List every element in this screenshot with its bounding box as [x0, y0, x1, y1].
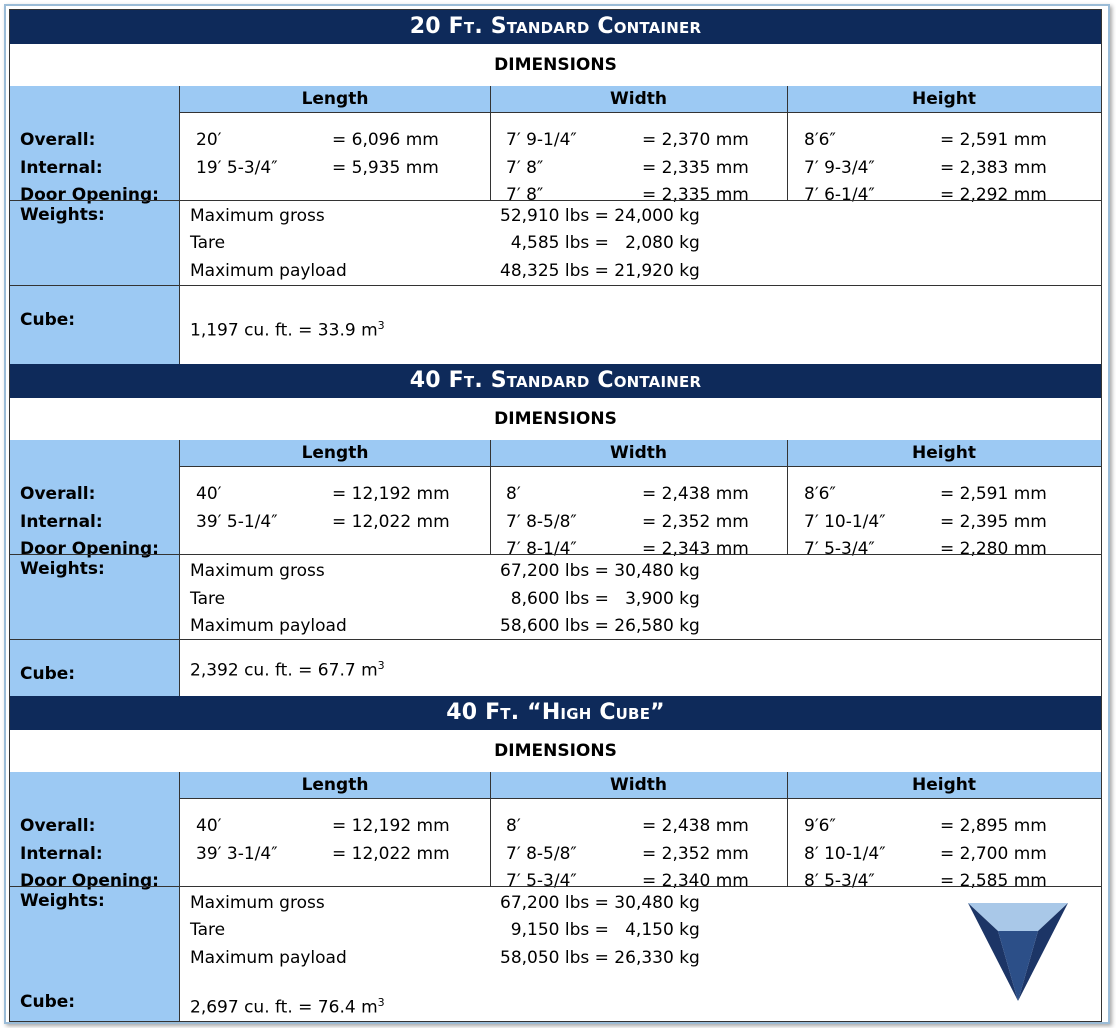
column-header-width: Width	[490, 86, 788, 113]
height-metric: = 2,591 mm	[940, 130, 1047, 150]
height-metric: = 2,895 mm	[940, 816, 1047, 836]
weight-name: Maximum payload	[190, 261, 347, 281]
width-metric: = 2,352 mm	[642, 844, 749, 864]
cube-value: 2,697 cu. ft. = 76.4 $m^3$	[190, 996, 385, 1018]
cube-exponent: 3	[377, 996, 385, 1009]
weight-value: 58,050 lbs = 26,330 kg	[500, 948, 700, 968]
height-imperial: 8′ 5-3/4″	[804, 871, 875, 891]
column-header-height: Height	[787, 772, 1102, 799]
column-divider	[490, 440, 491, 554]
column-header-length: Length	[180, 440, 491, 467]
column-divider	[490, 86, 491, 200]
section-title	[10, 696, 1101, 730]
column-header-height: Height	[787, 440, 1102, 467]
row-label: Overall:	[20, 484, 96, 504]
column-divider	[787, 440, 788, 554]
weight-name: Maximum payload	[190, 948, 347, 968]
height-imperial: 7′ 9-3/4″	[804, 158, 875, 178]
cube-divider	[10, 285, 1101, 286]
column-header-length: Length	[180, 86, 491, 113]
cube-value: 2,392 cu. ft. = 67.7 $m^3$	[190, 659, 385, 681]
weight-name: Tare	[190, 589, 226, 609]
width-imperial: 8′	[506, 816, 521, 836]
height-imperial: 7′ 5-3/4″	[804, 539, 875, 559]
length-metric: = 12,192 mm	[332, 816, 450, 836]
row-label: Door Opening:	[20, 871, 159, 891]
weight-name: Maximum gross	[190, 893, 325, 913]
width-imperial: 7′ 8-5/8″	[506, 844, 577, 864]
column-header-width: Width	[490, 440, 788, 467]
cube-value: 1,197 cu. ft. = 33.9 $m^3$	[190, 319, 385, 341]
height-imperial: 8′6″	[804, 130, 836, 150]
weight-value: 67,200 lbs = 30,480 kg	[500, 893, 700, 913]
length-imperial: 20′	[196, 130, 222, 150]
column-divider	[490, 772, 491, 886]
length-metric: = 5,935 mm	[332, 158, 439, 178]
triangle-logo-icon	[968, 893, 1068, 1003]
height-metric: = 2,591 mm	[940, 484, 1047, 504]
dimensions-heading: DIMENSIONS	[10, 730, 1101, 773]
width-imperial: 7′ 8″	[506, 185, 544, 205]
title-text: 40 Ft. “High Cube”	[446, 700, 665, 725]
weights-label: Weights:	[20, 205, 105, 225]
container-spec-sheet	[9, 9, 1102, 1022]
cube-label: Cube:	[20, 992, 76, 1012]
weight-name: Maximum gross	[190, 206, 325, 226]
row-label: Overall:	[20, 130, 96, 150]
cube-divider	[10, 639, 1101, 640]
dimensions-heading: DIMENSIONS	[10, 44, 1101, 87]
width-imperial: 7′ 9-1/4″	[506, 130, 577, 150]
row-label: Door Opening:	[20, 539, 159, 559]
width-metric: = 2,335 mm	[642, 185, 749, 205]
height-metric: = 2,585 mm	[940, 871, 1047, 891]
height-imperial: 9′6″	[804, 816, 836, 836]
weight-value: 9,150 lbs = 4,150 kg	[500, 920, 700, 940]
weight-value: 4,585 lbs = 2,080 kg	[500, 233, 700, 253]
weight-name: Tare	[190, 920, 226, 940]
row-label: Overall:	[20, 816, 96, 836]
height-metric: = 2,280 mm	[940, 539, 1047, 559]
length-imperial: 19′ 5-3/4″	[196, 158, 278, 178]
weights-divider	[10, 554, 1101, 555]
length-imperial: 40′	[196, 484, 222, 504]
width-imperial: 7′ 8-1/4″	[506, 539, 577, 559]
height-imperial: 7′ 10-1/4″	[804, 512, 886, 532]
column-header-length: Length	[180, 772, 491, 799]
dimensions-heading: DIMENSIONS	[10, 398, 1101, 441]
length-imperial: 40′	[196, 816, 222, 836]
title-text: 20 Ft. Standard Container	[409, 14, 702, 39]
weights-divider	[10, 886, 1101, 887]
row-label: Internal:	[20, 844, 103, 864]
cube-label: Cube:	[20, 310, 76, 330]
length-metric: = 12,022 mm	[332, 512, 450, 532]
cube-exponent: 3	[377, 319, 385, 332]
width-metric: = 2,340 mm	[642, 871, 749, 891]
weight-name: Maximum payload	[190, 616, 347, 636]
weight-name: Maximum gross	[190, 561, 325, 581]
row-label: Door Opening:	[20, 185, 159, 205]
width-metric: = 2,438 mm	[642, 816, 749, 836]
length-imperial: 39′ 3-1/4″	[196, 844, 278, 864]
width-metric: = 2,352 mm	[642, 512, 749, 532]
weight-value: 8,600 lbs = 3,900 kg	[500, 589, 700, 609]
height-metric: = 2,700 mm	[940, 844, 1047, 864]
column-header-width: Width	[490, 772, 788, 799]
weight-value: 58,600 lbs = 26,580 kg	[500, 616, 700, 636]
weights-label: Weights:	[20, 891, 105, 911]
height-imperial: 8′6″	[804, 484, 836, 504]
width-metric: = 2,370 mm	[642, 130, 749, 150]
weight-name: Tare	[190, 233, 226, 253]
width-metric: = 2,335 mm	[642, 158, 749, 178]
cube-label: Cube:	[20, 664, 76, 684]
width-metric: = 2,343 mm	[642, 539, 749, 559]
width-metric: = 2,438 mm	[642, 484, 749, 504]
section-title	[10, 10, 1101, 44]
weight-value: 48,325 lbs = 21,920 kg	[500, 261, 700, 281]
weight-value: 52,910 lbs = 24,000 kg	[500, 206, 700, 226]
column-divider	[787, 772, 788, 886]
width-imperial: 8′	[506, 484, 521, 504]
length-metric: = 6,096 mm	[332, 130, 439, 150]
height-metric: = 2,395 mm	[940, 512, 1047, 532]
width-imperial: 7′ 8-5/8″	[506, 512, 577, 532]
weights-label: Weights:	[20, 559, 105, 579]
length-metric: = 12,022 mm	[332, 844, 450, 864]
cube-exponent: 3	[377, 659, 385, 672]
height-imperial: 7′ 6-1/4″	[804, 185, 875, 205]
column-header-height: Height	[787, 86, 1102, 113]
width-imperial: 7′ 5-3/4″	[506, 871, 577, 891]
weights-divider	[10, 200, 1101, 201]
row-label: Internal:	[20, 158, 103, 178]
title-text: 40 Ft. Standard Container	[409, 368, 702, 393]
height-imperial: 8′ 10-1/4″	[804, 844, 886, 864]
row-label: Internal:	[20, 512, 103, 532]
height-metric: = 2,383 mm	[940, 158, 1047, 178]
width-imperial: 7′ 8″	[506, 158, 544, 178]
length-metric: = 12,192 mm	[332, 484, 450, 504]
length-imperial: 39′ 5-1/4″	[196, 512, 278, 532]
weight-value: 67,200 lbs = 30,480 kg	[500, 561, 700, 581]
column-divider	[787, 86, 788, 200]
section-title	[10, 364, 1101, 398]
height-metric: = 2,292 mm	[940, 185, 1047, 205]
